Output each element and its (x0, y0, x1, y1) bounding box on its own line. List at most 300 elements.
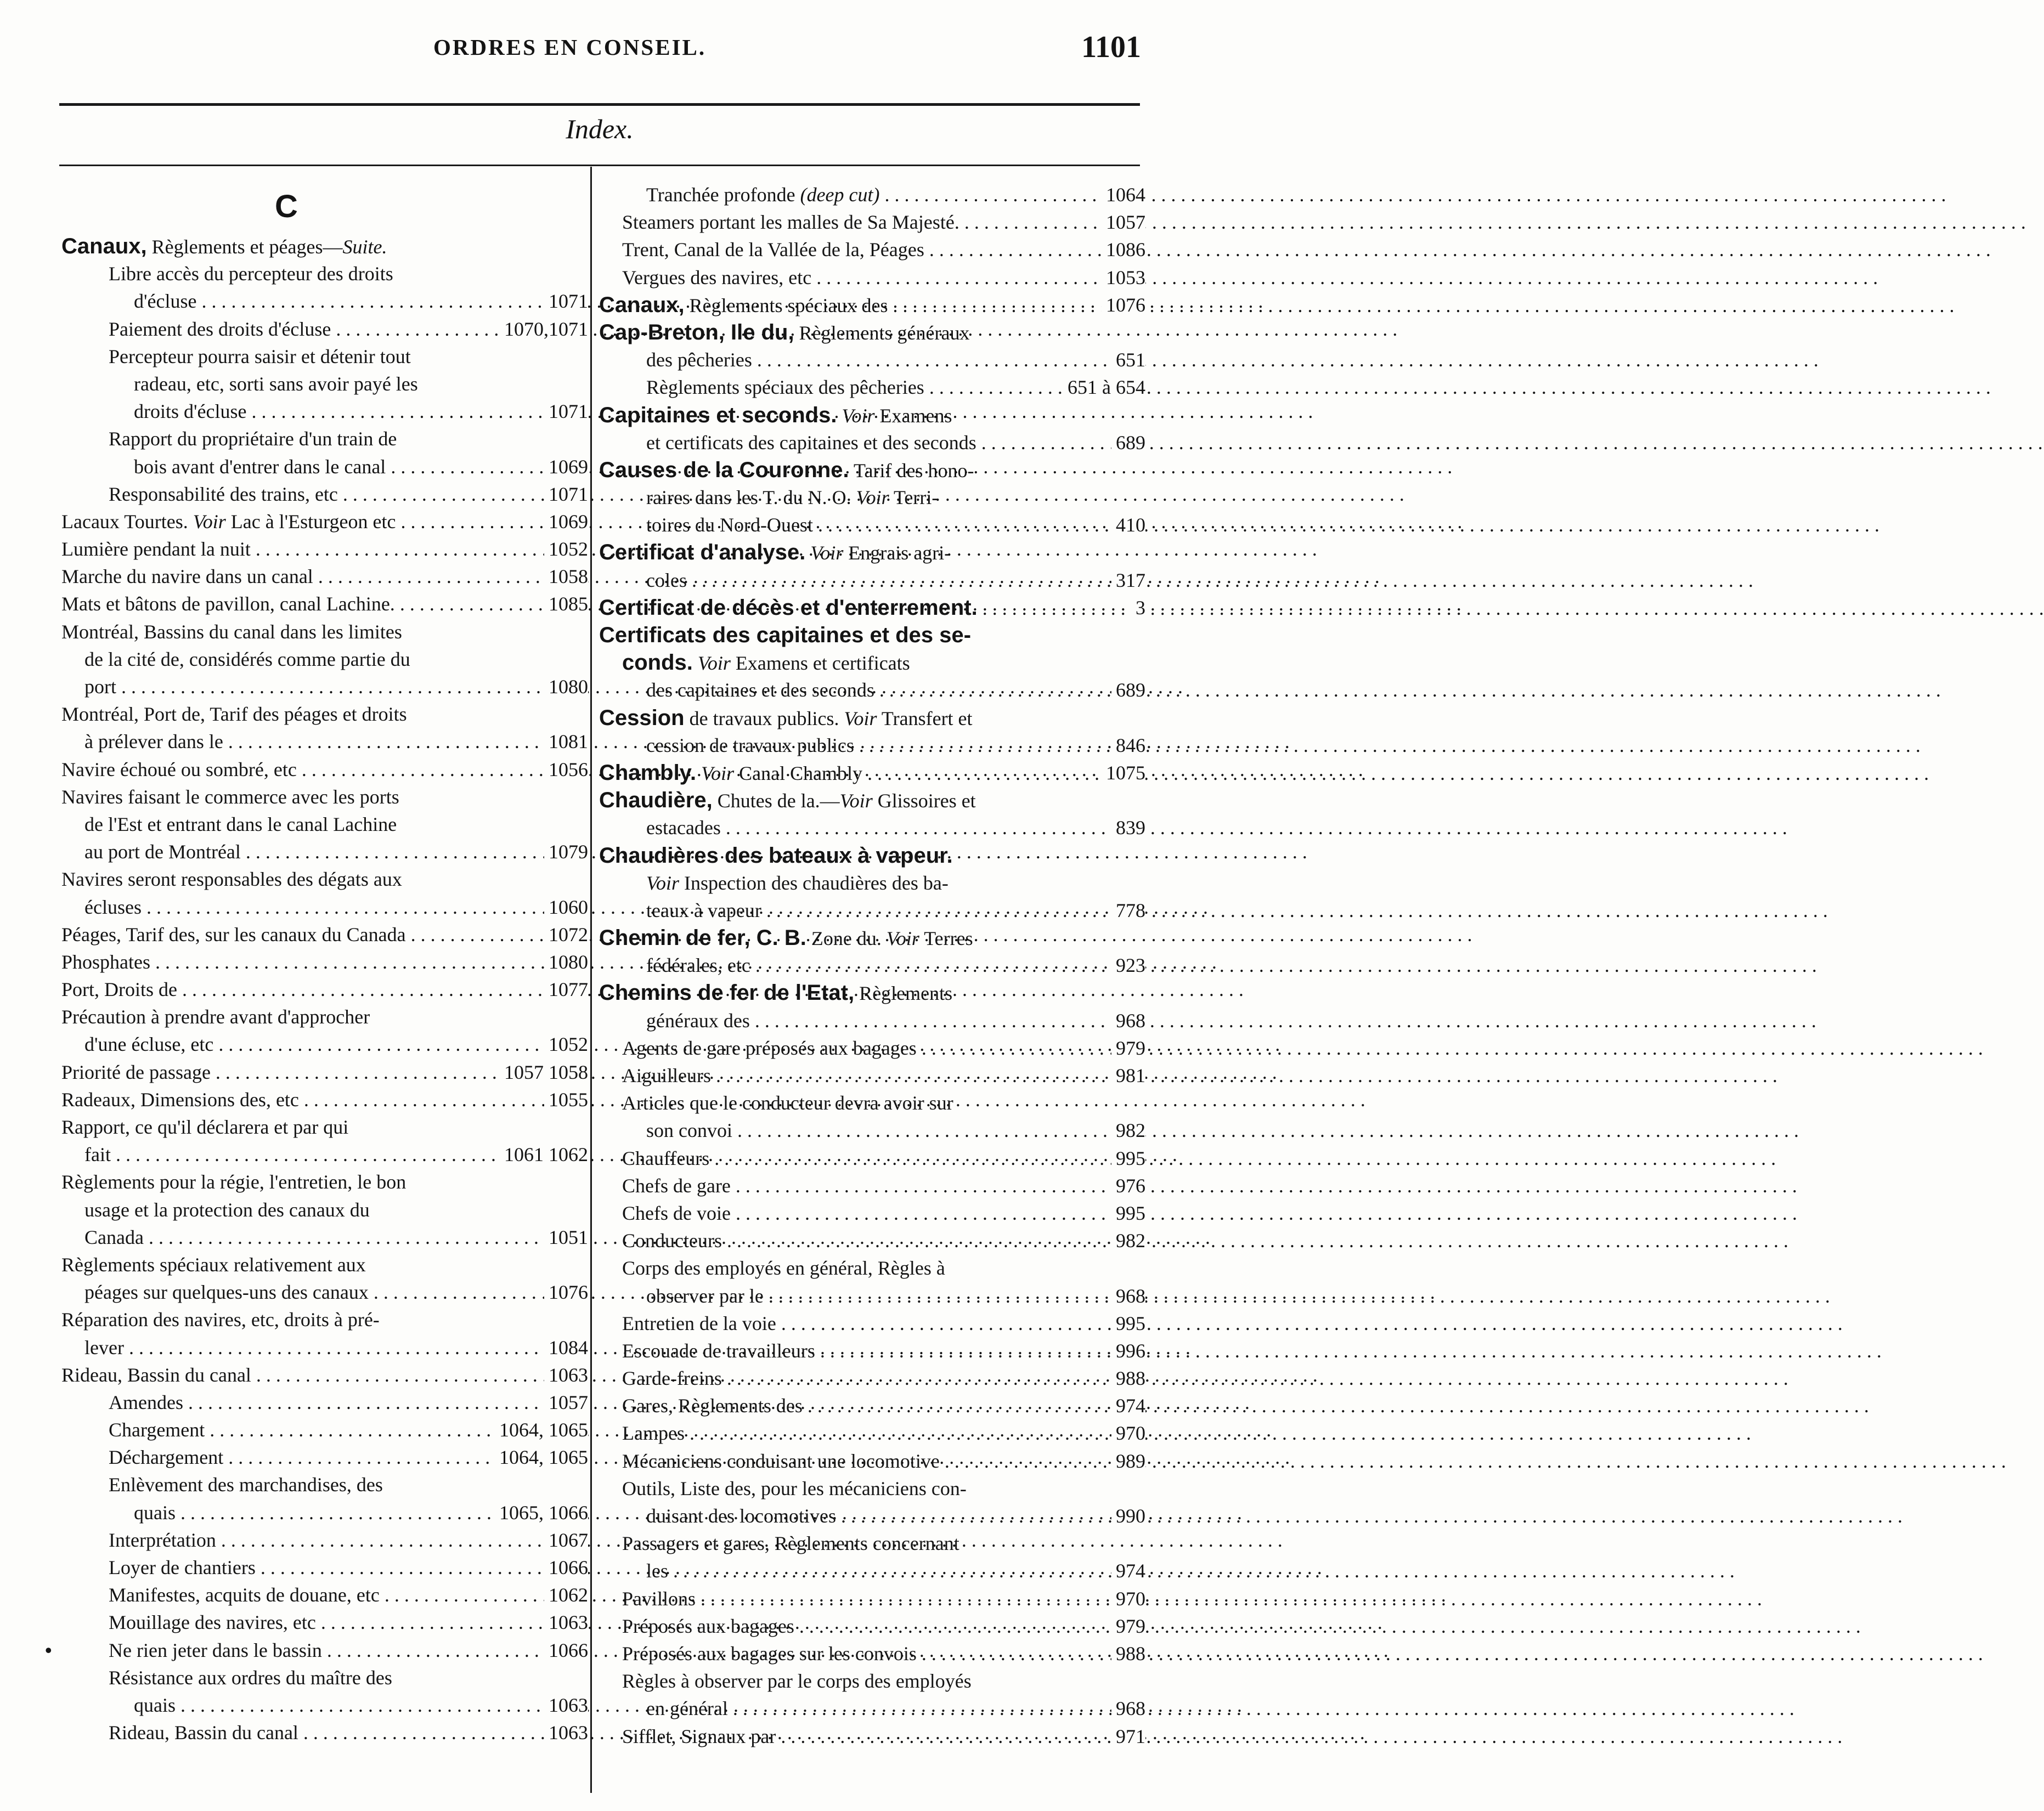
index-line (61, 535, 588, 563)
page-reference: 1061 1062 (500, 1141, 588, 1168)
see-reference: Voir (886, 927, 919, 950)
entry-text-part: Corps des employés en général, Règles à (622, 1257, 945, 1280)
entry-text-part: quais (134, 1501, 176, 1524)
index-line (61, 1719, 588, 1746)
entry-heading: Chaudières des bateaux à vapeur. (599, 843, 953, 868)
page-reference: 1071 (544, 398, 588, 425)
page-reference: 1057 1058 (500, 1059, 588, 1086)
index-line (599, 1310, 1145, 1337)
index-entry (61, 563, 588, 590)
index-entry (599, 1530, 1145, 1584)
entry-text-part: Articles que le conducteur devra avoir sur (622, 1092, 953, 1114)
index-entry (599, 401, 1145, 456)
entry-text-part: Phosphates (61, 950, 150, 973)
entry-text-part: Responsabilité des trains, etc (109, 483, 338, 505)
index-entry (61, 976, 588, 1003)
entry-text-part: Entretien de la voie (622, 1312, 776, 1334)
entry-text (622, 1612, 1145, 1640)
entry-text (622, 1062, 1145, 1089)
index-entry (61, 260, 588, 315)
index-column-right (599, 181, 1145, 1750)
index-line (599, 1585, 1145, 1612)
entry-text (646, 732, 1145, 759)
page-reference: 1060 (544, 893, 588, 921)
entry-text-part: Règlements pour la régie, l'entretien, le bon (61, 1171, 406, 1193)
entry-text (61, 948, 588, 976)
entry-text (622, 1475, 967, 1502)
entry-heading: Chemins de fer de l'Etat, (599, 981, 855, 1005)
entry-text (599, 539, 951, 567)
entry-text (646, 1007, 1145, 1034)
entry-text (109, 1609, 588, 1636)
page-reference: 778 (1111, 897, 1145, 924)
entry-text (134, 453, 588, 480)
entry-text (622, 1034, 1145, 1062)
index-line (599, 181, 1145, 208)
page-reference: 976 (1111, 1172, 1145, 1199)
entry-text (646, 869, 948, 897)
index-rule (59, 165, 1140, 166)
entry-text-part: Montréal, Port de, Tarif des péages et droits (61, 703, 407, 726)
index-entry (599, 373, 1145, 401)
page-reference: 651 à 654 (1063, 373, 1145, 401)
entry-text-part: Priorité de passage (61, 1061, 211, 1083)
index-line (61, 1278, 588, 1306)
index-entry (61, 535, 588, 563)
page-reference: 995 (1111, 1199, 1145, 1227)
entry-text-part: Interprétation (109, 1529, 216, 1551)
index-entry (61, 756, 588, 783)
index-entry (61, 1059, 588, 1086)
index-entry (599, 1172, 1145, 1199)
entry-text-part: Rideau, Bassin du canal (61, 1363, 251, 1386)
page-reference: 1071 (544, 287, 588, 315)
index-entry (599, 1475, 1145, 1530)
entry-text-part: Garde-freins (622, 1367, 722, 1390)
entry-text (109, 1581, 588, 1609)
entry-text-part: fédérales, etc (646, 954, 750, 977)
page-reference: 1053 (1102, 264, 1145, 291)
entry-text-part: Mouillage des navires, etc (109, 1611, 316, 1634)
see-reference: Voir (844, 707, 877, 729)
page-reference: 1055 (544, 1086, 588, 1113)
entry-text (61, 233, 387, 261)
entry-text-part: généraux des (646, 1009, 750, 1032)
page-reference: 1058 (544, 563, 588, 590)
entry-text (109, 480, 588, 508)
entry-text (622, 208, 1145, 236)
entry-text (622, 1419, 1145, 1447)
entry-text (622, 1199, 1145, 1227)
entry-text-part: Tarif des hono- (849, 459, 974, 482)
entry-text (84, 1278, 588, 1306)
entry-text-part: Règlements spéciaux relativement aux (61, 1253, 366, 1276)
index-line (599, 869, 1145, 897)
entry-text (84, 1196, 370, 1224)
bullet-mark: • (45, 1639, 52, 1661)
page-reference: 970 (1111, 1419, 1145, 1447)
index-entry (599, 1723, 1145, 1750)
entry-text-part: Chefs de voie (622, 1202, 731, 1224)
entry-text-part: Règlements spéciaux des pêcheries (646, 376, 924, 399)
entry-text-part: droits d'écluse (134, 400, 247, 423)
entry-text-part: Lacaux Tourtes. (61, 510, 193, 533)
entry-text (84, 838, 588, 865)
page-reference: 989 (1111, 1447, 1145, 1475)
index-entry (61, 1609, 588, 1636)
see-reference: Voir (697, 652, 731, 675)
entry-text-part: Libre accès du percepteur des droits (109, 263, 393, 285)
index-entry (61, 1719, 588, 1746)
index-line (599, 1172, 1145, 1199)
index-line (61, 1059, 588, 1086)
index-entry (61, 1471, 588, 1526)
page-reference: 981 (1111, 1062, 1145, 1089)
entry-text (646, 1117, 1145, 1144)
entry-text-part: de travaux publics. (684, 707, 844, 729)
index-entry (45, 1637, 588, 1664)
entry-text-part: Steamers portant les malles de Sa Majesté. (622, 211, 959, 234)
entry-text (622, 1667, 972, 1695)
index-entry (599, 842, 1145, 925)
entry-text-part: Engrais agri- (843, 542, 951, 564)
index-entry (61, 1168, 588, 1251)
entry-text (84, 1334, 588, 1361)
page-reference: 839 (1111, 814, 1145, 841)
entry-text-part: Préposés aux bagages sur les convois (622, 1642, 917, 1665)
running-head: ORDRES EN CONSEIL. (433, 35, 707, 60)
entry-text (109, 1719, 588, 1746)
page-reference: 968 (1111, 1695, 1145, 1722)
page-reference: 1077 (544, 976, 588, 1003)
page-reference: 1066 (544, 1637, 588, 1664)
page-reference: 317 (1111, 567, 1145, 594)
entry-text-part: Préposés aux bagages (622, 1615, 794, 1637)
page-reference: 1084 (544, 1334, 588, 1361)
index-entry (599, 704, 1145, 759)
index-line (599, 1502, 1145, 1530)
page-reference: 3 (1131, 594, 1145, 621)
page-reference: 979 (1111, 1612, 1145, 1640)
entry-text (61, 865, 402, 893)
page-reference: 979 (1111, 1034, 1145, 1062)
index-entry (61, 1306, 588, 1361)
index-entry (61, 1086, 588, 1113)
index-line (61, 563, 588, 590)
entry-text-part: cession de travaux publics (646, 734, 854, 756)
entry-text (84, 728, 588, 755)
page-reference: 1081 (544, 728, 588, 755)
index-line (61, 1251, 588, 1278)
index-entry (61, 233, 588, 260)
index-line (61, 1664, 588, 1691)
index-line (61, 1691, 588, 1719)
index-line (599, 1007, 1145, 1034)
see-reference: Voir (646, 871, 680, 894)
see-reference: Voir (810, 542, 844, 564)
entry-text (599, 759, 1145, 787)
entry-text-part: péages sur quelques-uns des canaux (84, 1281, 369, 1304)
entry-text-part: Précaution à prendre avant d'approcher (61, 1006, 370, 1028)
index-line (61, 1168, 588, 1196)
index-line (61, 1361, 588, 1389)
index-line (61, 453, 588, 480)
page-reference: 1066 (544, 1554, 588, 1581)
index-line (61, 1031, 588, 1058)
entry-text-part: en général (646, 1697, 728, 1720)
entry-text-part: Déchargement (109, 1446, 224, 1469)
entry-heading: Certificat d'analyse. (599, 540, 806, 565)
entry-text-part: Port, Droits de (61, 978, 177, 1001)
entry-text (61, 756, 588, 783)
entry-text-part: Terri- (889, 486, 939, 509)
entry-text (109, 1637, 588, 1664)
see-reference: Voir (701, 762, 735, 784)
index-line (599, 1337, 1145, 1365)
entry-text (622, 1227, 1145, 1254)
entry-text-part: de l'Est et entrant dans le canal Lachine (84, 813, 397, 835)
index-entry (61, 1251, 588, 1306)
page-reference: 982 (1111, 1117, 1145, 1144)
entry-text-part: et certificats des capitaines et des seconds (646, 431, 976, 454)
index-line (61, 1086, 588, 1113)
entry-text-part: Examens et certificats (730, 652, 910, 675)
index-line (599, 786, 1145, 814)
index-line (599, 319, 1145, 346)
entry-text-part: port (84, 676, 116, 698)
index-line (61, 865, 588, 893)
entry-text-part: Lac à l'Esturgeon etc (225, 510, 396, 533)
entry-text (646, 897, 1145, 924)
page-reference: 1052 (544, 535, 588, 563)
entry-text-part: Navire échoué ou sombré, etc (61, 758, 297, 780)
index-entry (599, 1254, 1145, 1309)
index-line (599, 236, 1145, 263)
index-line (61, 1389, 588, 1416)
entry-text (134, 370, 418, 398)
index-line (599, 1447, 1145, 1475)
entry-text-part: Lumière pendant la nuit (61, 538, 251, 561)
entry-text-part: des capitaines et des seconds (646, 679, 874, 701)
entry-text-part: Règlements spéciaux des (684, 294, 888, 316)
page-reference: 1057 (544, 1389, 588, 1416)
entry-text (84, 646, 410, 673)
index-line (599, 732, 1145, 759)
entry-text (61, 1003, 370, 1031)
index-line (61, 700, 588, 728)
entry-text (599, 291, 1145, 319)
index-entry (599, 979, 1145, 1034)
index-entry (599, 208, 1145, 236)
page-reference: 974 (1111, 1392, 1145, 1419)
index-entry (599, 291, 1145, 319)
index-line (599, 1392, 1145, 1419)
page-reference: 968 (1111, 1282, 1145, 1310)
entry-text (61, 1251, 366, 1278)
page-reference: 1052 (544, 1031, 588, 1058)
entry-heading: Canaux, (599, 292, 685, 317)
entry-text-part: au port de Montréal (84, 841, 241, 863)
index-entry (61, 618, 588, 701)
page-reference: 1063 (544, 1719, 588, 1746)
index-entry (599, 1310, 1145, 1337)
index-line (61, 921, 588, 948)
entry-text-part (805, 542, 810, 564)
entry-text-part: Manifestes, acquits de douane, etc (109, 1584, 380, 1606)
index-entry (599, 181, 1145, 208)
entry-text (61, 618, 402, 646)
entry-text (84, 1031, 588, 1058)
entry-text (61, 590, 588, 618)
entry-text-part: des pêcheries (646, 349, 752, 371)
page-reference: 988 (1111, 1640, 1145, 1667)
entry-text (622, 1392, 1145, 1419)
entry-text (61, 1113, 348, 1141)
entry-text (109, 260, 393, 287)
index-line (61, 233, 588, 260)
entry-text-part: à prélever dans le (84, 731, 223, 753)
index-entry (61, 1526, 588, 1554)
index-line (599, 676, 1145, 704)
entry-text-part (693, 652, 698, 674)
page-reference: 1064 (1102, 181, 1145, 208)
entry-text-part: lever (84, 1336, 124, 1359)
page-reference: 1076 (544, 1278, 588, 1306)
entry-text (622, 649, 910, 677)
index-line (599, 429, 1145, 456)
entry-text (599, 979, 952, 1007)
index-entry (599, 1640, 1145, 1667)
entry-text-part: coles (646, 569, 687, 591)
index-line (599, 1419, 1145, 1447)
entry-text (61, 535, 588, 563)
page-reference: 1051 (544, 1224, 588, 1251)
entry-text (109, 1389, 588, 1416)
entry-text (646, 952, 1145, 979)
entry-text-part: raires dans les T. du N. O. (646, 486, 856, 509)
entry-text-part (696, 762, 701, 784)
entry-text-part: Lampes (622, 1422, 685, 1445)
entry-text-part: écluses (84, 896, 142, 918)
entry-text (599, 621, 971, 649)
index-line (599, 511, 1145, 539)
index-entry (61, 425, 588, 480)
page-reference: 1065, 1066 (495, 1499, 588, 1526)
page-reference: 1064, 1065 (495, 1444, 588, 1471)
entry-text-part: Passagers et gares, Règlements concernant (622, 1532, 959, 1555)
index-line (61, 893, 588, 921)
index-line (61, 398, 588, 425)
entry-text-part: Navires faisant le commerce avec les ports (61, 785, 399, 808)
index-entry (599, 1667, 1145, 1722)
index-line (61, 948, 588, 976)
entry-text (109, 1471, 383, 1498)
index-entry (61, 1664, 588, 1719)
index-entry (599, 786, 1145, 841)
index-column-left (45, 181, 588, 1746)
entry-text-part: duisant des locomotives (646, 1505, 836, 1527)
index-line (599, 1612, 1145, 1640)
entry-text-part: observer par le (646, 1284, 764, 1307)
index-line (61, 480, 588, 508)
entry-text (84, 811, 397, 838)
entry-text-part: les (646, 1560, 668, 1582)
entry-text (622, 236, 1145, 263)
index-line (61, 1003, 588, 1031)
index-line (61, 1141, 588, 1168)
index-line (61, 1444, 588, 1471)
entry-text (61, 1168, 406, 1196)
index-entry (61, 343, 588, 426)
entry-text-part: Trent, Canal de la Vallée de la, Péages (622, 239, 924, 261)
entry-text (599, 594, 1145, 622)
entry-text-part: fait (84, 1144, 111, 1166)
entry-text (646, 1695, 1145, 1722)
entry-text-part: Chauffeurs (622, 1147, 710, 1169)
index-line (599, 1117, 1145, 1144)
index-entry (599, 1199, 1145, 1227)
index-line (61, 1113, 588, 1141)
entry-text-part: bois avant d'entrer dans le canal (134, 455, 386, 478)
entry-text (84, 1224, 588, 1251)
index-line (599, 1089, 1145, 1117)
entry-text-part: Paiement des droits d'écluse (109, 318, 331, 340)
entry-text-part: Canada (84, 1226, 144, 1248)
entry-text-part: Mécaniciens conduisant une locomotive (622, 1450, 940, 1472)
page-reference: 1056 (544, 756, 588, 783)
index-line (61, 590, 588, 618)
index-entry (599, 236, 1145, 263)
entry-text-part: Loyer de chantiers (109, 1557, 256, 1578)
entry-text-part: estacades (646, 817, 721, 839)
entry-text (646, 814, 1145, 841)
index-entry (61, 1416, 588, 1444)
index-line (61, 1334, 588, 1361)
entry-text (622, 1172, 1145, 1199)
index-entry (599, 759, 1145, 786)
index-line (61, 370, 588, 398)
index-entry (599, 1612, 1145, 1640)
entry-text-part: Chutes de la.— (712, 790, 840, 812)
entry-text-part: Chefs de gare (622, 1174, 731, 1197)
entry-text (646, 1282, 1145, 1310)
entry-text-part: Montréal, Bassins du canal dans les limites (61, 620, 402, 643)
index-entry (61, 590, 588, 618)
index-line (61, 646, 588, 673)
index-entry (599, 1089, 1145, 1144)
entry-text (109, 1526, 588, 1554)
entry-text-part: usage et la protection des canaux du (84, 1198, 370, 1221)
index-line (61, 976, 588, 1003)
index-line (599, 1530, 1145, 1557)
index-line (61, 287, 588, 315)
entry-text (646, 511, 1145, 539)
see-reference: Voir (193, 510, 226, 533)
entry-text (646, 346, 1145, 373)
entry-text-part: Vergues des navires, etc (622, 266, 812, 288)
entry-text (84, 673, 588, 700)
entry-text-part: Conducteurs (622, 1230, 722, 1252)
index-line (599, 1145, 1145, 1172)
entry-heading: Canaux, (61, 234, 147, 258)
entry-text (646, 181, 1145, 208)
index-line (61, 1224, 588, 1251)
entry-text-part: Réparation des navires, etc, droits à pré- (61, 1309, 380, 1331)
section-title: Index. (566, 114, 634, 144)
index-line (599, 567, 1145, 594)
index-line (61, 811, 588, 838)
entry-text-part: Glissoires et (872, 790, 976, 812)
